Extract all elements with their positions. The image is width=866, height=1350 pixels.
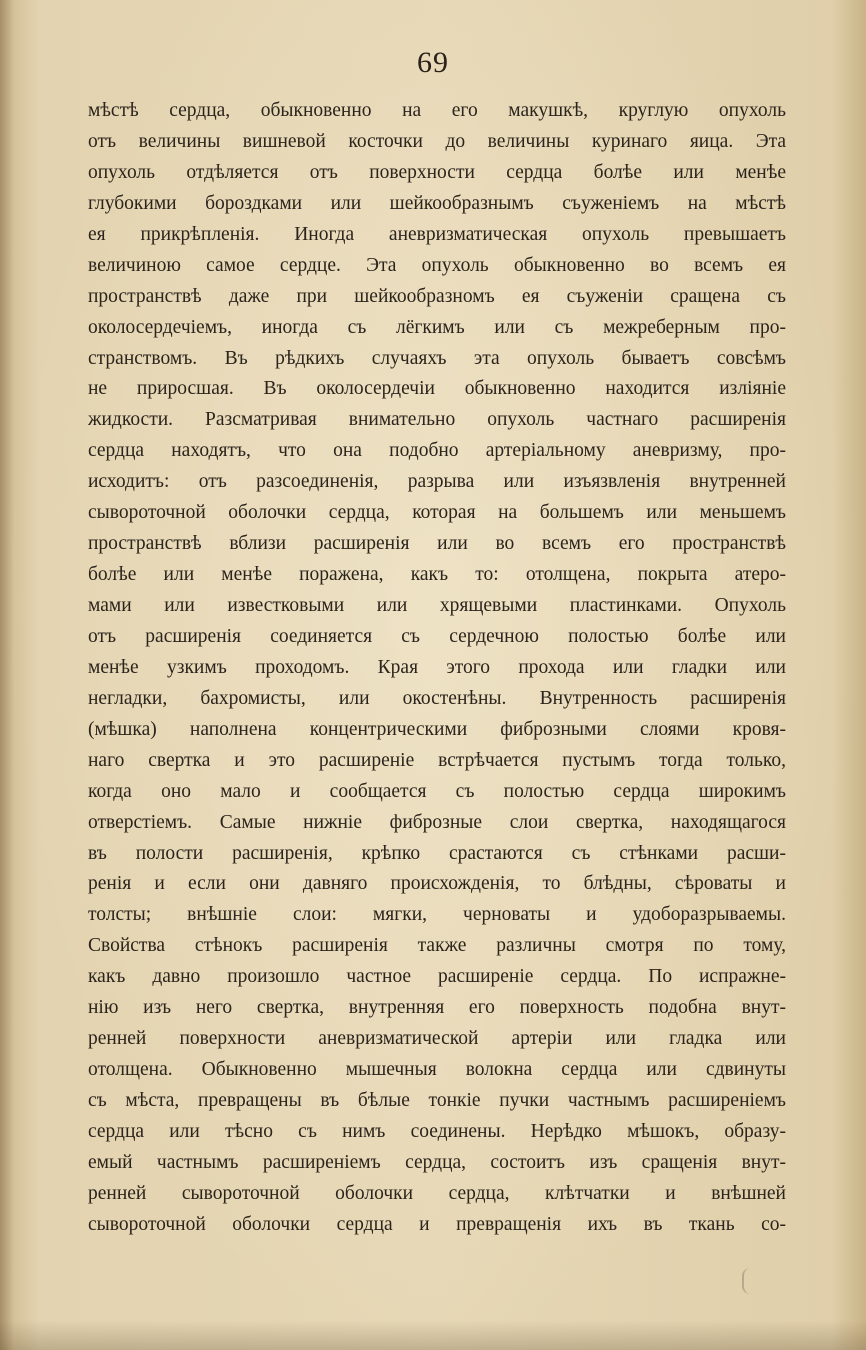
ink-smudge — [742, 1268, 758, 1294]
text-line: сывороточной оболочки сердца и превращенія ихъ въ ткань со- — [88, 1213, 786, 1235]
text-line: (мѣшка) наполнена концентрическими фиброзными слоями кровя- — [88, 718, 786, 740]
text-line: отверстіемъ. Самые нижніе фиброзные слои свертка, находящагося — [88, 811, 786, 833]
text-line: сердца или тѣсно съ нимъ соединены. Нерѣдко мѣшокъ, образу- — [88, 1120, 786, 1142]
text-line: наго свертка и это расширеніе встрѣчается пустымъ тогда только, — [88, 749, 786, 771]
text-line: глубокими бороздками или шейкообразнымъ съуженіемъ на мѣстѣ — [88, 192, 786, 214]
text-line: толсты; внѣшніе слои: мягки, черноваты и удоборазрываемы. — [88, 904, 786, 926]
text-line: исходитъ: отъ разсоединенія, разрыва или изъязвленія внутренней — [88, 471, 786, 493]
text-line: ея прикрѣпленія. Иногда аневризматическая опухоль превышаетъ — [88, 223, 786, 245]
text-line: околосердечіемъ, иногда съ лёгкимъ или съ межреберным про- — [88, 316, 786, 338]
page-binding-edge — [0, 0, 14, 1350]
text-line: мами или известковыми или хрящевыми пластинками. Опухоль — [88, 595, 786, 616]
text-line: съ мѣста, превращены въ бѣлые тонкіе пучки частнымъ расширеніемъ — [88, 1090, 786, 1111]
text-line: не приросшая. Въ околосердечіи обыкновенно находится изліяніе — [88, 378, 786, 400]
text-line: какъ давно произошло частное расширеніе сердца. По испражне- — [88, 966, 786, 988]
text-line: пространствѣ даже при шейкообразномъ ея съуженіи сращена съ — [88, 285, 786, 307]
text-line: сывороточной оболочки сердца, которая на большемъ или меньшемъ — [88, 502, 786, 524]
text-line: въ полости расширенія, крѣпко срастаются съ стѣнками расши- — [88, 842, 786, 864]
text-line: сердца находятъ, что она подобно артеріальному аневризму, про- — [88, 440, 786, 462]
text-line: ренней сывороточной оболочки сердца, клѣтчатки и внѣшней — [88, 1182, 786, 1204]
text-line: величиною самое сердце. Эта опухоль обыкновенно во всемъ ея — [88, 254, 786, 276]
text-line: странствомъ. Въ рѣдкихъ случаяхъ эта опухоль бываетъ совсѣмъ — [88, 347, 786, 369]
text-line: ренней поверхности аневризматической артеріи или гладка или — [88, 1028, 786, 1050]
text-line: когда оно мало и сообщается съ полостью сердца широкимъ — [88, 780, 786, 802]
text-line: Свойства стѣнокъ расширенія также различны смотря по тому, — [88, 935, 786, 957]
text-line: отолщена. Обыкновенно мышечныя волокна сердца или сдвинуты — [88, 1059, 786, 1081]
text-line: ренія и если они давняго происхожденія, то блѣдны, сѣроваты и — [88, 873, 786, 895]
text-line: негладки, бахромисты, или окостенѣны. Внутренность расширенія — [88, 687, 786, 709]
text-line: жидкости. Разсматривая внимательно опухоль частнаго расширенія — [88, 409, 786, 431]
text-line: отъ величины вишневой косточки до величины куринаго яица. Эта — [88, 130, 786, 152]
body-text — [88, 96, 786, 1241]
text-line: опухоль отдѣляется отъ поверхности сердца болѣе или менѣе — [88, 161, 786, 183]
text-line: болѣе или менѣе поражена, какъ то: отолщена, покрыта атеро- — [88, 564, 786, 586]
text-line: отъ расширенія соединяется съ сердечною полостью болѣе или — [88, 625, 786, 647]
text-line: нію изъ него свертка, внутренняя его поверхность подобна внут- — [88, 997, 786, 1019]
text-line: емый частнымъ расширеніемъ сердца, состоитъ изъ сращенія внут- — [88, 1151, 786, 1173]
text-line: пространствѣ вблизи расширенія или во всемъ его пространствѣ — [88, 533, 786, 555]
text-line: менѣе узкимъ проходомъ. Края этого прохода или гладки или — [88, 656, 786, 678]
text-line: мѣстѣ сердца, обыкновенно на его макушкѣ, круглую опухоль — [88, 100, 786, 121]
page-number: 69 — [417, 46, 449, 79]
